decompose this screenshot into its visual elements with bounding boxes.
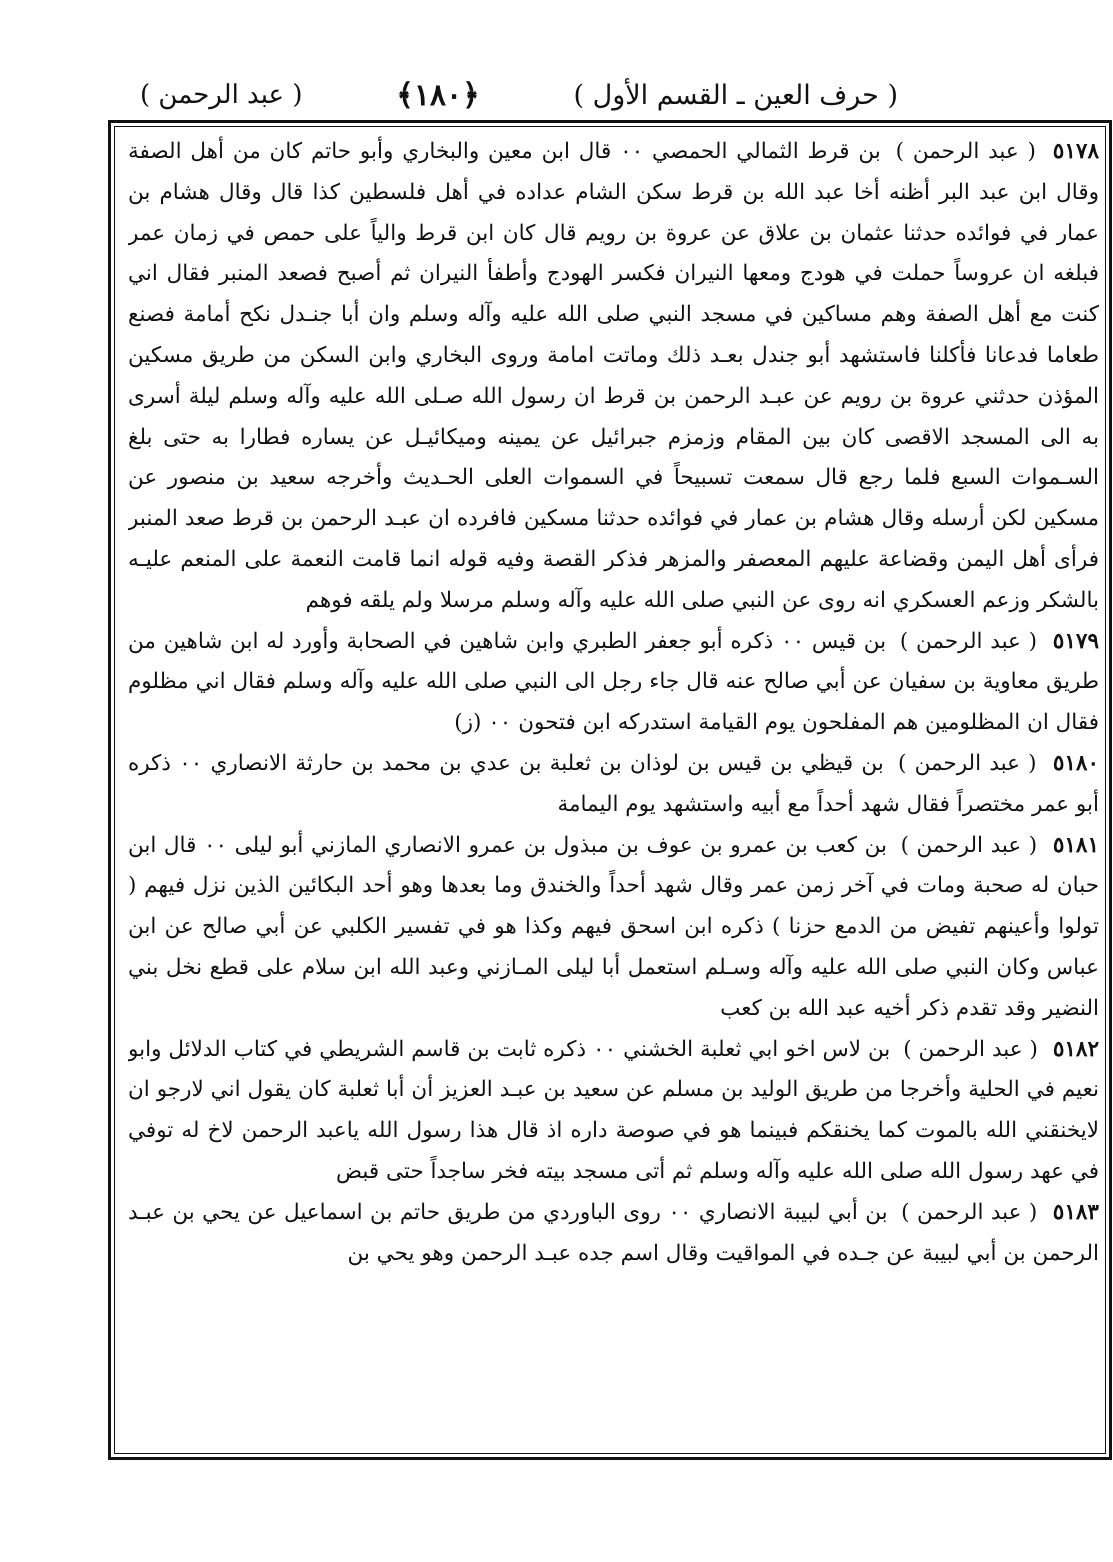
header-entry-title: ( عبد الرحمن ) xyxy=(140,80,303,110)
entry-text: بن أبي لبيبة الانصاري ٠٠ روى الباوردي من طريق حاتم بن اسماعيل عن يحي بن عبـد الرحمن بن أبي لبيبة عن جـده في المواقيت وقال اسم جده عبـد الرحمن وهو يحي بن xyxy=(128,1199,1099,1266)
entry-name: ( عبد الرحمن ) xyxy=(897,750,1037,776)
entry-name: ( عبد الرحمن ) xyxy=(903,1036,1038,1062)
header-section-title: ( حرف العين ـ القسم الأول ) xyxy=(573,79,898,111)
entry-number: ٥١٨٢ xyxy=(1052,1036,1099,1062)
entry-text: بن قرط الثمالي الحمصي ٠٠ قال ابن معين والبخاري وأبو حاتم كان من أهل الصفة وقال ابن عبد البر أظنه أخا عبد الله بن قرط سكن الشام عداده في أهل فلسطين كذا قال وقال هشام بن عمار في فوائده حدثنا عثمان بن علاق عن عروة بن رويم قال كان ابن قرط والياً على حمص في زمان عمر فبلغه ان عروساً حملت في هودج ومعها النيران فكسر الهودج وأطفأ النيران ثم أصبح فصعد المنبر فقال اني كنت مع أهل الصفة وهم مساكين في مسجد النبي صلى الله عليه وآله وسلم وان أبا جنـدل نكح أمامة فصنع طعاما فدعانا فأكلنا فاستشهد أبو جندل بعـد ذلك وماتت امامة وروى البخاري وابن السكن من طريق مسكين المؤذن حدثني عروة بن رويم عن عبـد الرحمن بن قرط ان رسول الله صـلى الله عليه وآله وسلم ليلة أسرى به الى المسجد الاقصى كان بين المقام وزمزم جبرائيل عن يمينه وميكائيـل عن يساره فطارا به حتى بلغ السـموات السبع فلما رجع قال سمعت تسبيحاً في السموات العلى الحـديث وأخرجه سعيد بن منصور عن مسكين لكن أرسله وقال هشام بن عمار في فوائده حدثنا مسكين فافرده ان عبـد الرحمن بن قرط صعد المنبر فرأى أهل اليمن وقضاعة عليهم المعصفر والمزهر فذكر القصة وفيه قوله انما قامت النعمة على المنعم عليـه بالشكر وزعم العسكري انه روى عن النبي صلى الله عليه وآله وسلم مرسلا ولم يلقه فوهم xyxy=(128,139,1099,613)
entry-number: ٥١٨١ xyxy=(1052,832,1099,858)
entry-text: بن قيظي بن قيس بن لوذان بن ثعلبة بن عدي بن محمد بن حارثة الانصاري ٠٠ ذكره أبو عمر مختصراً فقال شهد أحداً مع أبيه واستشهد يوم اليمامة xyxy=(128,750,1099,817)
entry-number: ٥١٧٨ xyxy=(1052,139,1099,164)
entry-text: بن لاس اخو ابي ثعلبة الخشني ٠٠ ذكره ثابت بن قاسم الشريطي في كتاب الدلائل وابو نعيم في الحلية وأخرجا من طريق الوليد بن مسلم عن سعيد بن عبـد العزيز أن أبا ثعلبة كان يقول اني لارجو ان لايخنقني الله بالموت كما يخنقكم فبينما هو في صوصة داره اذ قال هذا رسول الله ياعبد الرحمن لاخ له توفي في عهد رسول الله صلى الله عليه وآله وسلم ثم أتى مسجد بيته فخر ساجداً حتى قبض xyxy=(128,1036,1099,1184)
entry-5181 xyxy=(128,826,1099,1030)
entry-name: ( عبد الرحمن ) xyxy=(900,832,1038,858)
entry-text: بن قيس ٠٠ ذكره أبو جعفر الطبري وابن شاهين في الصحابة وأورد له ابن شاهين من طريق معاوية بن سفيان عن أبي صالح عنه قال جاء رجل الى النبي صلى الله عليه وآله وسلم فقال اني مظلوم فقال ان المظلومين هم المفلحون يوم القيامة استدركه ابن فتحون ٠٠ (ز) xyxy=(128,628,1099,736)
page-body xyxy=(128,132,1099,1462)
page-header xyxy=(140,70,898,120)
entry-5179 xyxy=(128,622,1099,744)
entry-text: بن كعب بن عمرو بن عوف بن مبذول بن عمرو الانصاري المازني أبو ليلى ٠٠ قال ابن حبان له صحبة ومات في آخر زمن عمر وقال شهد أحداً والخندق وما بعدها وهو أحد البكائين الذين نزل فيهم ( تولوا وأعينهم تفيض من الدمع حزنا ) ذكره ابن اسحق فيهم وكذا هو في تفسير الكلبي عن أبي صالح عن ابن عباس وكان النبي صلى الله عليه وآله وسـلم استعمل أبا ليلى المـازني وعبد الله ابن سلام على قطع نخل بني النضير وقد تقدم ذكر أخيه عبد الله بن كعب xyxy=(128,832,1099,1021)
entry-5183 xyxy=(128,1193,1099,1275)
entry-name: ( عبد الرحمن ) xyxy=(899,628,1038,654)
entry-name: ( عبد الرحمن ) xyxy=(895,139,1036,164)
entry-number: ٥١٧٩ xyxy=(1052,628,1099,654)
entry-number: ٥١٨٠ xyxy=(1052,750,1099,776)
entry-5180 xyxy=(128,744,1099,826)
entry-name: ( عبد الرحمن ) xyxy=(901,1199,1038,1225)
entry-5182 xyxy=(128,1030,1099,1193)
entry-number: ٥١٨٣ xyxy=(1052,1199,1099,1225)
entry-5178 xyxy=(128,132,1099,622)
page-number: ﴿١٨٠﴾ xyxy=(396,77,480,113)
